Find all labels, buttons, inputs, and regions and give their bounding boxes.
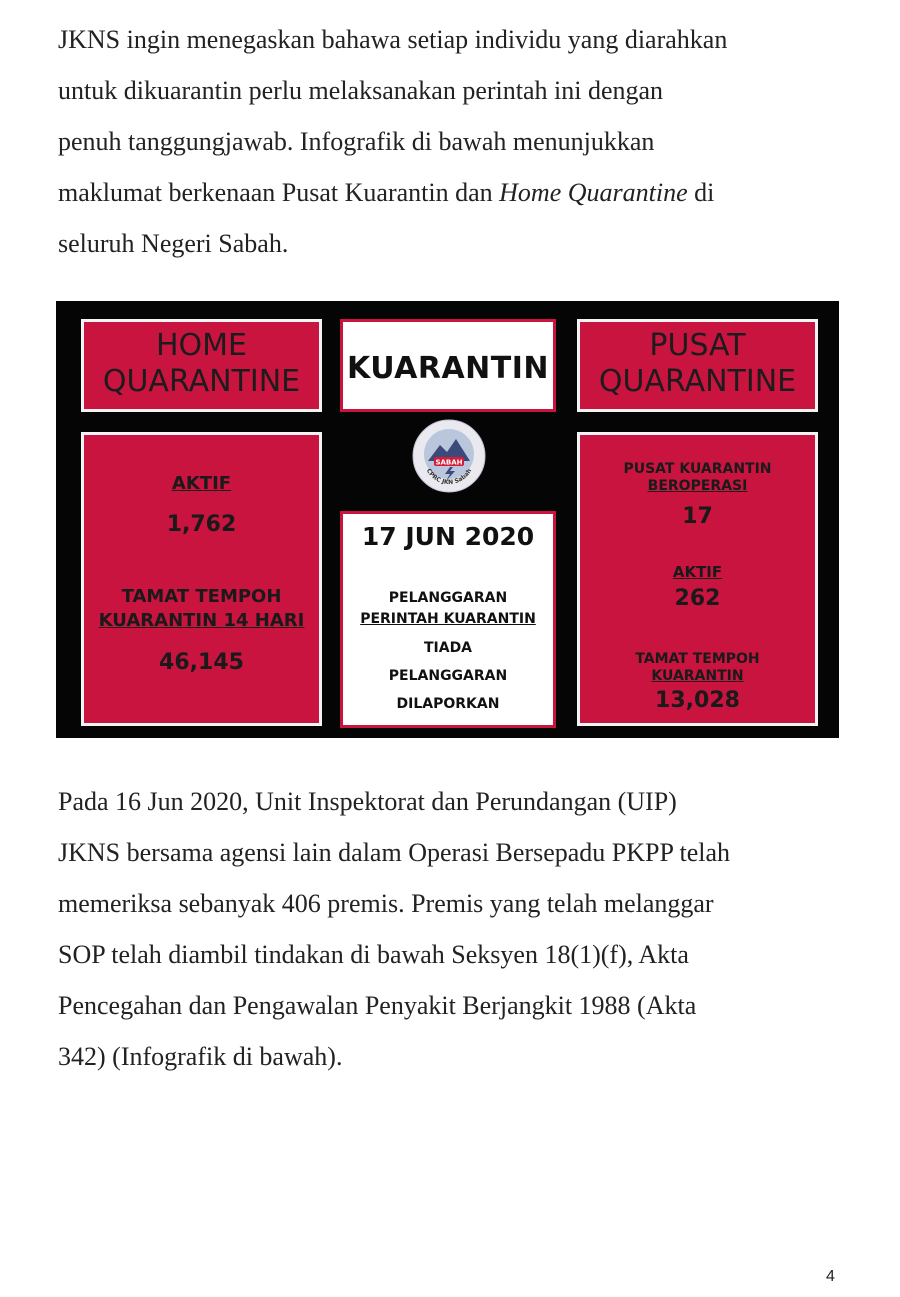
intro-text: di bbox=[687, 178, 715, 207]
pusat-header-line: QUARANTINE bbox=[598, 364, 797, 399]
home-header-line: QUARANTINE bbox=[102, 364, 301, 399]
home-tamat-label-line: KUARANTIN 14 HARI bbox=[98, 610, 305, 631]
violation-label-line: PELANGGARAN bbox=[388, 590, 508, 606]
violation-status-line: DILAPORKAN bbox=[396, 696, 500, 712]
home-tamat-label-line: TAMAT TEMPOH bbox=[121, 586, 282, 607]
logo-ring-text-path: CPRC JKN Sabah bbox=[424, 467, 474, 487]
pusat-header-line: PUSAT bbox=[649, 328, 746, 363]
pusat-header-text bbox=[580, 322, 815, 400]
uip-line: 342) (Infografik di bawah). bbox=[58, 1042, 343, 1071]
uip-line: Pada 16 Jun 2020, Unit Inspektorat dan Perundangan (UIP) bbox=[58, 787, 677, 816]
uip-line: memeriksa sebanyak 406 premis. Premis yang telah melanggar bbox=[58, 889, 714, 918]
home-header-line: HOME bbox=[155, 328, 247, 363]
intro-line: seluruh Negeri Sabah. bbox=[58, 229, 289, 258]
page-number: 4 bbox=[826, 1268, 835, 1285]
report-date: 17 JUN 2020 bbox=[361, 522, 535, 551]
intro-text: maklumat berkenaan Pusat Kuarantin dan bbox=[58, 178, 500, 207]
violation-label bbox=[343, 588, 553, 630]
intro-line: JKNS ingin menegaskan bahawa setiap individu yang diarahkan bbox=[58, 25, 728, 54]
intro-line: untuk dikuarantin perlu melaksanakan perintah ini dengan bbox=[58, 76, 664, 105]
pusat-tamat-value: 13,028 bbox=[655, 688, 740, 713]
uip-line: Pencegahan dan Pengawalan Penyakit Berjangkit 1988 (Akta bbox=[58, 991, 697, 1020]
home-header-text bbox=[84, 322, 319, 400]
pusat-tamat-label-line: KUARANTIN bbox=[651, 668, 744, 684]
pusat-aktif-value: 262 bbox=[674, 586, 721, 611]
pusat-operating-label-line: BEROPERASI bbox=[647, 478, 748, 494]
pusat-operating-label-line: PUSAT KUARANTIN bbox=[623, 461, 772, 477]
home-quarantine-stats bbox=[81, 432, 322, 726]
pusat-aktif-label: AKTIF bbox=[672, 563, 723, 581]
violation-status-line: PELANGGARAN bbox=[388, 668, 508, 684]
home-aktif-value: 1,762 bbox=[166, 512, 237, 537]
home-tamat-label bbox=[84, 585, 319, 633]
kuarantin-title-box bbox=[340, 319, 556, 412]
pusat-operating-label bbox=[580, 461, 815, 495]
pusat-quarantine-header bbox=[577, 319, 818, 412]
pusat-operating-value: 17 bbox=[682, 504, 713, 529]
intro-line bbox=[58, 167, 840, 218]
pusat-quarantine-stats bbox=[577, 432, 818, 726]
violation-report-box bbox=[340, 511, 556, 728]
uip-line: JKNS bersama agensi lain dalam Operasi Bersepadu PKPP telah bbox=[58, 838, 731, 867]
violation-label-line: PERINTAH KUARANTIN bbox=[360, 611, 536, 627]
cprc-jkn-sabah-logo bbox=[412, 419, 486, 493]
intro-line: penuh tanggungjawab. Infografik di bawah menunjukkan bbox=[58, 127, 655, 156]
home-tamat-value: 46,145 bbox=[159, 650, 244, 675]
intro-paragraph bbox=[58, 14, 840, 269]
uip-paragraph bbox=[58, 776, 840, 1082]
pusat-tamat-label-line: TAMAT TEMPOH bbox=[635, 651, 760, 667]
violation-status bbox=[343, 634, 553, 718]
quarantine-infographic bbox=[56, 301, 839, 738]
home-aktif-label: AKTIF bbox=[171, 473, 232, 494]
home-quarantine-header bbox=[81, 319, 322, 412]
logo-banner-text: SABAH bbox=[435, 458, 463, 467]
pusat-tamat-label bbox=[580, 651, 815, 685]
uip-line: SOP telah diambil tindakan di bawah Seksyen 18(1)(f), Akta bbox=[58, 940, 689, 969]
violation-status-line: TIADA bbox=[423, 640, 473, 656]
home-quarantine-italic: Home Quarantine bbox=[499, 178, 688, 207]
kuarantin-title: KUARANTIN bbox=[346, 351, 550, 386]
